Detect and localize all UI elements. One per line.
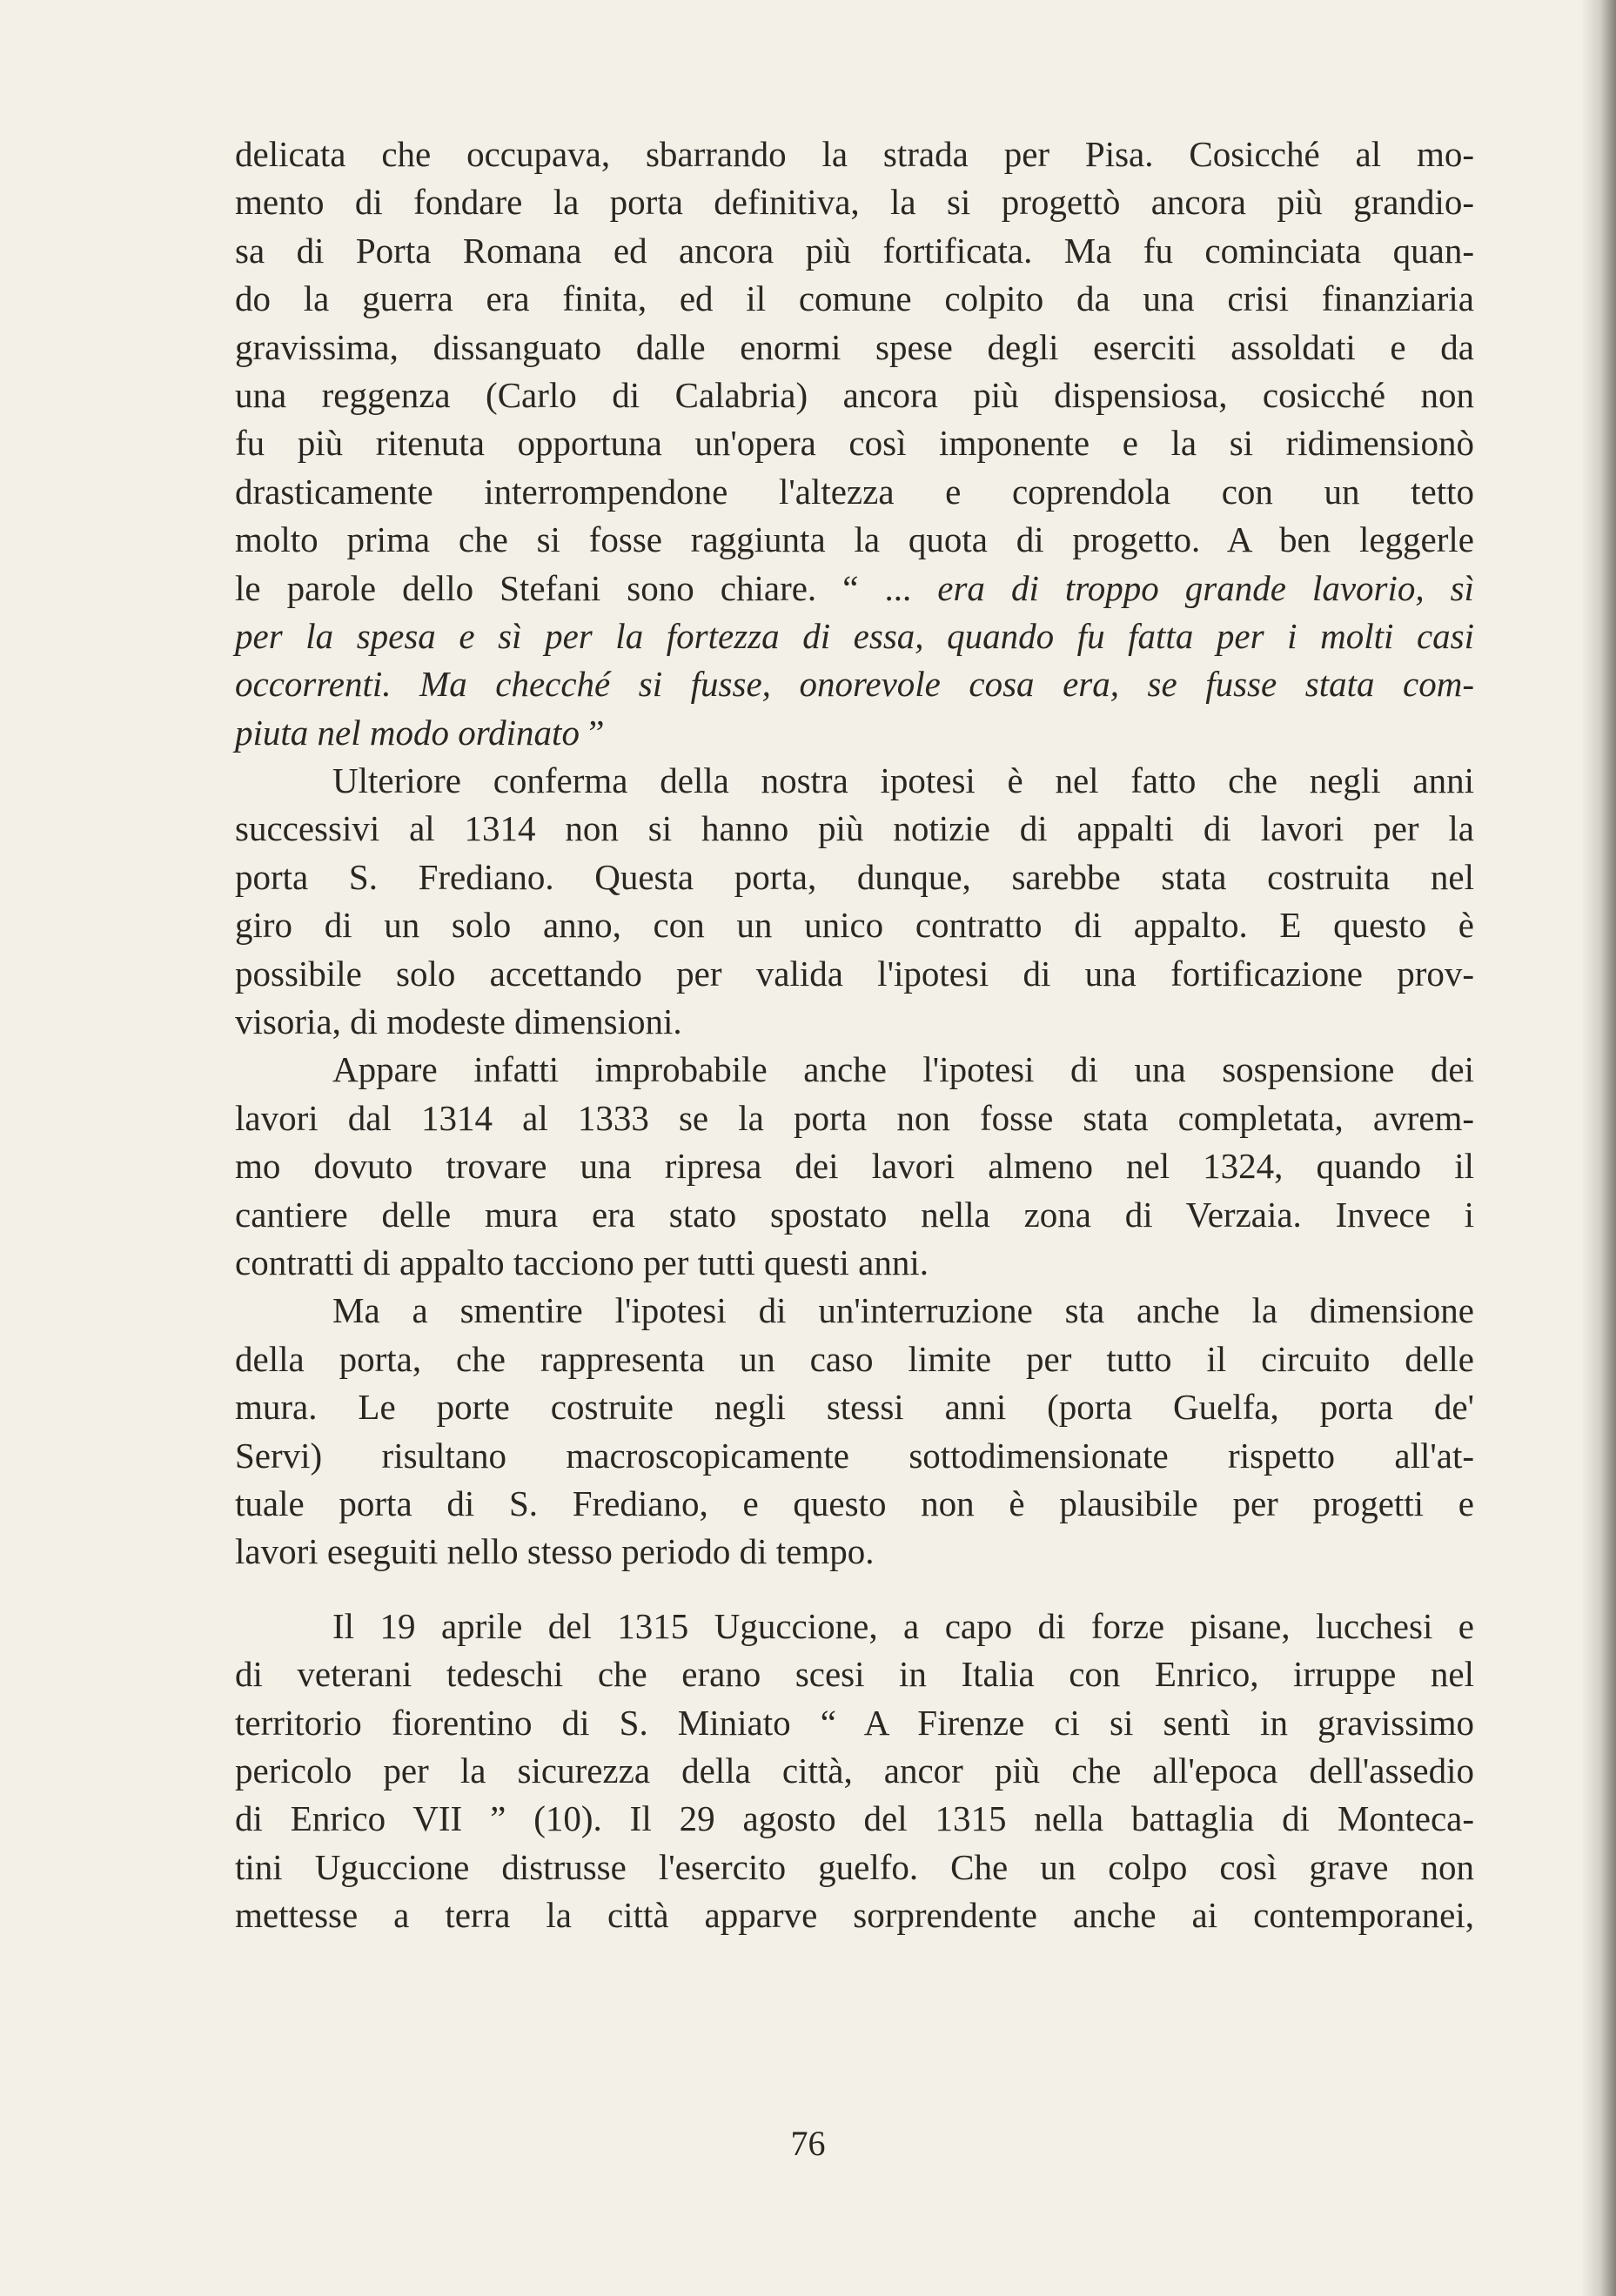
quote-italic: era di troppo grande lavorio, sì: [937, 567, 1474, 608]
text-line: giro di un solo anno, con un unico contratto di appalto. E questo è: [235, 905, 1474, 946]
text-line: cantiere delle mura era stato spostato nella zona di Verzaia. Invece i: [235, 1194, 1474, 1235]
text-line: delicata che occupava, sbarrando la strada per Pisa. Cosicché al mo-: [235, 134, 1474, 174]
quote-intro: le parole dello Stefani sono chiare. “ ...: [235, 567, 938, 608]
paragraph-4: [235, 1287, 1474, 1576]
quote-close: ”: [579, 712, 605, 753]
text-line-mixed: [235, 565, 1474, 612]
text-line: successivi al 1314 non si hanno più notizie di appalti di lavori per la: [235, 808, 1474, 849]
text-line: fu più ritenuta opportuna un'opera così imponente e la si ridimensionò: [235, 423, 1474, 464]
text-line: pericolo per la sicurezza della città, ancor più che all'epoca dell'assedio: [235, 1750, 1474, 1791]
text-line: sa di Porta Romana ed ancora più fortificata. Ma fu cominciata quan-: [235, 230, 1474, 271]
page-edge-shadow: [1581, 0, 1616, 2296]
paragraph-2: [235, 757, 1474, 1046]
text-line: di veterani tedeschi che erano scesi in Italia con Enrico, irruppe nel: [235, 1654, 1474, 1695]
text-line: lavori dal 1314 al 1333 se la porta non fosse stata completata, avrem-: [235, 1097, 1474, 1138]
text-line: della porta, che rappresenta un caso limite per tutto il circuito delle: [235, 1338, 1474, 1379]
paragraph-5: [235, 1603, 1474, 1940]
paragraph-1: [235, 131, 1474, 757]
text-line: mura. Le porte costruite negli stessi anni (porta Guelfa, porta de': [235, 1387, 1474, 1428]
text-line: una reggenza (Carlo di Calabria) ancora più dispensiosa, cosicché non: [235, 374, 1474, 415]
text-line: territorio fiorentino di S. Miniato “ A Firenze ci si sentì in gravissimo: [235, 1702, 1474, 1743]
text-line-mixed: [235, 709, 1474, 757]
text-line: porta S. Frediano. Questa porta, dunque, sarebbe stata costruita nel: [235, 856, 1474, 897]
text-line: molto prima che si fosse raggiunta la quota di progetto. A ben leggerle: [235, 519, 1474, 560]
text-line: visoria, di modeste dimensioni.: [235, 1001, 682, 1042]
text-line: gravissima, dissanguato dalle enormi spese degli eserciti assoldati e da: [235, 326, 1474, 367]
text-line: Appare infatti improbabile anche l'ipotesi di una sospensione dei: [332, 1049, 1474, 1090]
page-number: 76: [790, 2124, 826, 2163]
text-line: tini Uguccione distrusse l'esercito guelfo. Che un colpo così grave non: [235, 1846, 1474, 1887]
text-line: mettesse a terra la città apparve sorprendente anche ai contemporanei,: [235, 1895, 1474, 1936]
text-line: Servi) risultano macroscopicamente sottodimensionate rispetto all'at-: [235, 1435, 1474, 1476]
text-line: di Enrico VII ” (10). Il 29 agosto del 1315 nella battaglia di Monteca-: [235, 1798, 1474, 1839]
quote-line: per la spesa e sì per la fortezza di essa, quando fu fatta per i molti casi: [235, 615, 1474, 656]
text-line: possibile solo accettando per valida l'ipotesi di una fortificazione prov-: [235, 953, 1474, 994]
text-line: mento di fondare la porta definitiva, la si progettò ancora più grandio-: [235, 182, 1474, 223]
body-text: [235, 131, 1474, 1939]
text-line: drasticamente interrompendone l'altezza e coprendola con un tetto: [235, 471, 1474, 512]
quote-line: occorrenti. Ma checché si fusse, onorevole cosa era, se fusse stata com-: [235, 664, 1474, 705]
text-line: Ulteriore conferma della nostra ipotesi è nel fatto che negli anni: [332, 760, 1474, 801]
text-line: Ma a smentire l'ipotesi di un'interruzione sta anche la dimensione: [332, 1290, 1474, 1331]
text-line: Il 19 aprile del 1315 Uguccione, a capo di forze pisane, lucchesi e: [332, 1605, 1474, 1646]
text-line: lavori eseguiti nello stesso periodo di tempo.: [235, 1531, 875, 1572]
paragraph-3: [235, 1046, 1474, 1287]
text-line: tuale porta di S. Frediano, e questo non è plausibile per progetti e: [235, 1483, 1474, 1523]
text-line: do la guerra era finita, ed il comune colpito da una crisi finanziaria: [235, 278, 1474, 319]
quote-italic: piuta nel modo ordinato: [235, 712, 580, 753]
text-line: mo dovuto trovare una ripresa dei lavori almeno nel 1324, quando il: [235, 1146, 1474, 1187]
text-line: contratti di appalto tacciono per tutti questi anni.: [235, 1242, 929, 1282]
